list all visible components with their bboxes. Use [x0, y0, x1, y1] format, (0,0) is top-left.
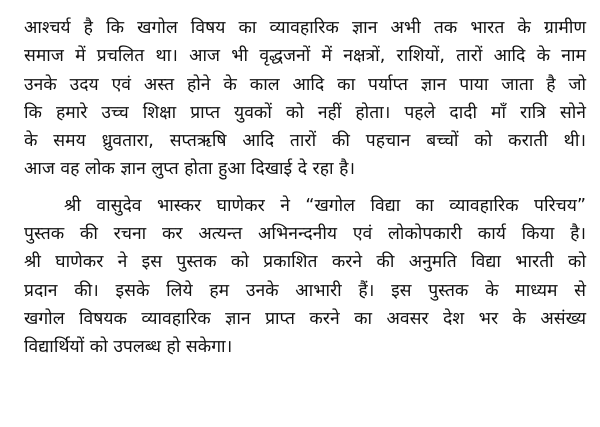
text-line: आज वह लोक ज्ञान लुप्त होता हुआ दिखाई दे रहा है।	[24, 159, 356, 180]
text-line: श्री घाणेकर ने इस पुस्तक को प्रकाशित करने की अनुमति विद्या भारती को	[24, 252, 586, 273]
paragraph-1	[24, 14, 586, 184]
text-line: उनके उदय एवं अस्त होने के काल आदि का पर्याप्त ज्ञान पाया जाता है जो	[24, 74, 586, 95]
text-line: प्रदान की। इसके लिये हम उनके आभारी हैं। इस पुस्तक के माध्यम से	[24, 280, 586, 301]
text-line: कि हमारे उच्च शिक्षा प्राप्त युवकों को नहीं होता। पहले दादी माँ रात्रि सोने	[24, 102, 586, 123]
text-line: खगोल विषयक व्यावहारिक ज्ञान प्राप्त करने का अवसर देश भर के असंख्य	[24, 308, 586, 329]
text-line: पुस्तक की रचना कर अत्यन्त अभिनन्दनीय एवं लोकोपकारी कार्य किया है।	[24, 224, 586, 245]
document-page	[24, 14, 586, 362]
text-line: समाज में प्रचलित था। आज भी वृद्धजनों में नक्षत्रों, राशियों, तारों आदि के नाम	[24, 46, 586, 67]
paragraph-2	[24, 192, 586, 362]
text-line: श्री वासुदेव भास्कर घाणेकर ने “खगोल विद्या का व्यावहारिक परिचय”	[64, 195, 586, 216]
text-line: के समय ध्रुवतारा, सप्तऋषि आदि तारों की पहचान बच्चों को कराती थी।	[24, 131, 586, 152]
text-line: विद्यार्थियों को उपलब्ध हो सकेगा।	[24, 337, 233, 358]
text-line: आश्चर्य है कि खगोल विषय का व्यावहारिक ज्ञान अभी तक भारत के ग्रामीण	[24, 18, 586, 38]
